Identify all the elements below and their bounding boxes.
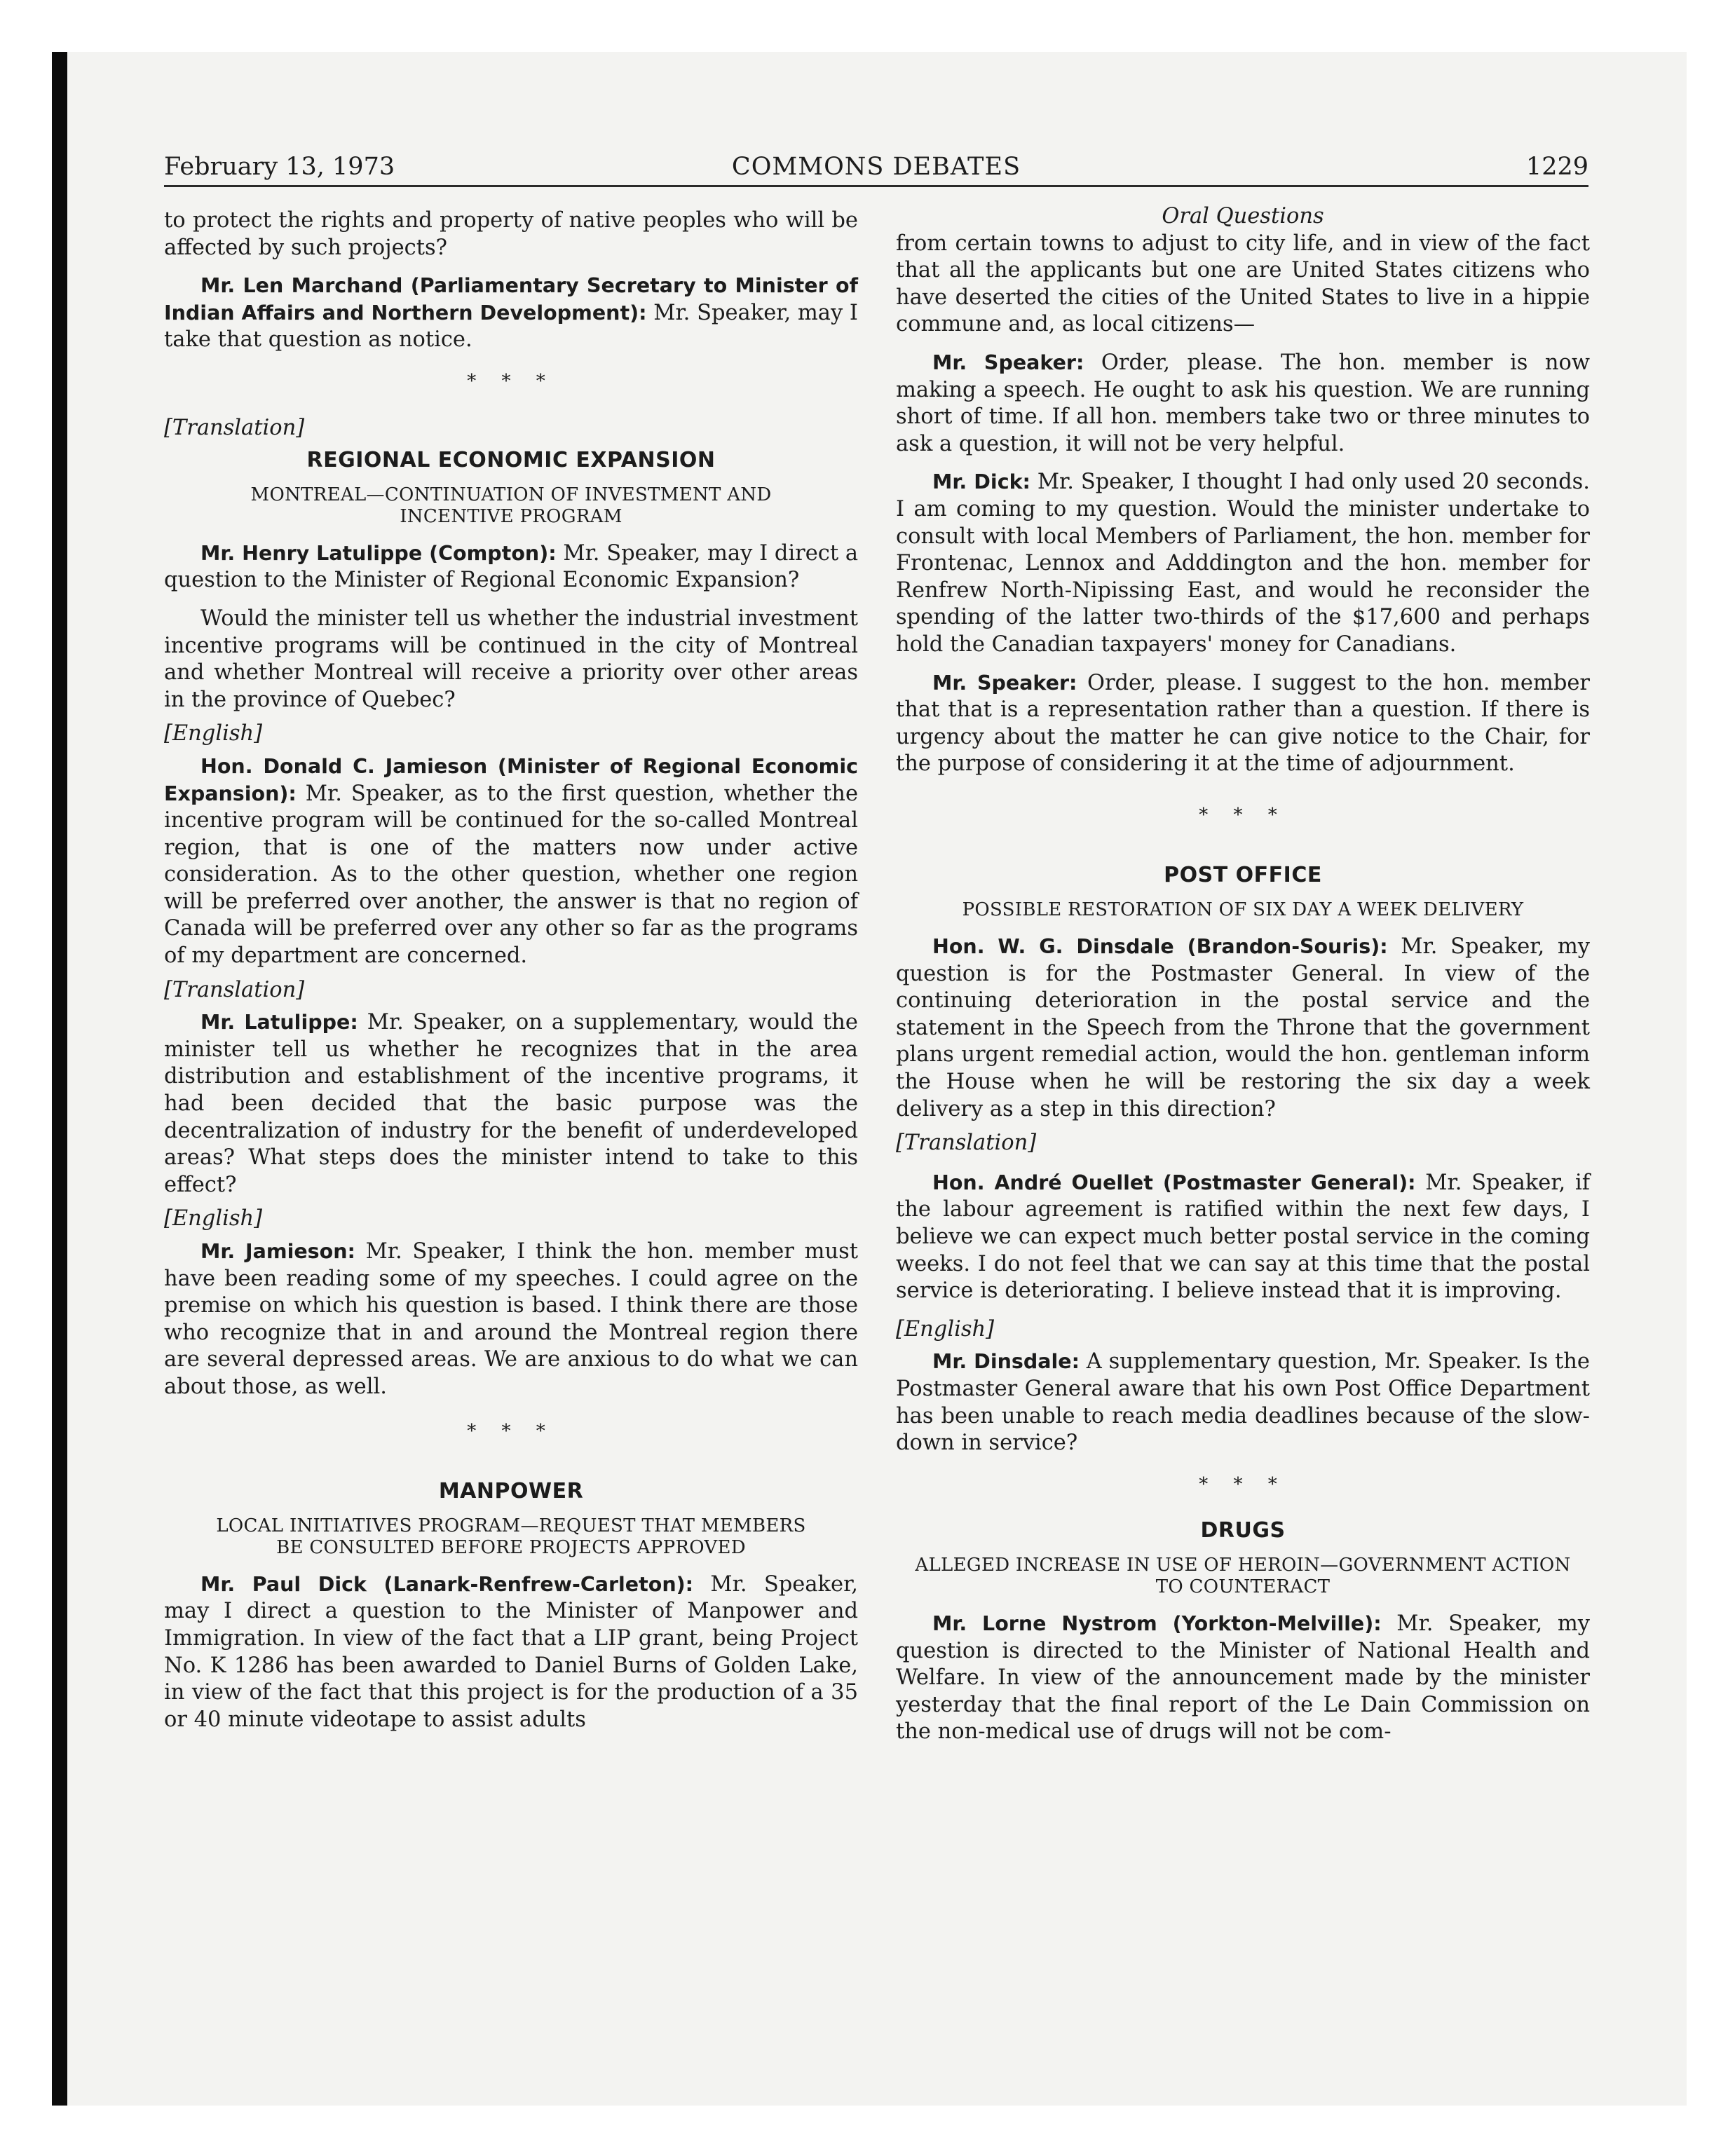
speech-text: Order, please. I suggest to the hon. member that that is a representation rather than a question. If there is urgency about the matter he can give notice to the Chair, for the purpose of considering it at the time of adjournment. <box>896 670 1590 777</box>
left-column <box>164 207 858 1745</box>
subsection-heading: ALLEGED INCREASE IN USE OF HEROIN—GOVERNMENT ACTION TO COUNTERACT <box>915 1554 1571 1597</box>
paragraph <box>896 1611 1590 1746</box>
speech-text: Mr. Speaker, my question is directed to the Minister of National Health and Welfare. In view of the announcement made by the minister yesterday that the final report of the Le Dain Commission on the non-medical use of drugs will not be com- <box>896 1611 1591 1745</box>
section-heading: DRUGS <box>1200 1518 1286 1543</box>
speaker-name: Mr. Dick: <box>932 470 1030 494</box>
language-marker: [Translation] <box>164 415 305 440</box>
speech-text: Mr. Speaker, may I take that question as notice. <box>164 300 858 353</box>
speaker-name: Mr. Jamieson: <box>200 1240 355 1263</box>
speech-text: Mr. Speaker, my question is for the Postmaster General. In view of the continuing deterioration in the postal service and the statement in the Speech from the Throne that the government plans urgent remedial action, would the hon. gentleman inform the House when he will be restoring the six day a week delivery as a step in this direction? <box>896 934 1590 1121</box>
speaker-name: Hon. André Ouellet (Postmaster General): <box>932 1171 1416 1194</box>
speaker-name: Hon. W. G. Dinsdale (Brandon-Souris): <box>932 935 1388 959</box>
speaker-name: Mr. Paul Dick (Lanark-Renfrew-Carleton): <box>200 1572 694 1596</box>
paragraph: to protect the rights and property of native peoples who will be affected by such projects? <box>164 208 858 260</box>
section-heading: MANPOWER <box>438 1479 584 1504</box>
speech-text: Mr. Speaker, may I direct a question to the Minister of Regional Economic Expansion? <box>164 540 858 593</box>
subsection-heading: POSSIBLE RESTORATION OF SIX DAY A WEEK DELIVERY <box>962 899 1524 921</box>
speech-text: Mr. Speaker, on a supplementary, would the minister tell us whether he recognizes that in the area distribution and establishment of the incentive programs, it had been decided that the basic purpose was the decentralization of industry for the benefit of underdeveloped areas? What steps does the minister intend to take to this effect? <box>164 1010 858 1197</box>
paragraph <box>164 753 858 970</box>
section-heading: POST OFFICE <box>1164 863 1322 888</box>
section-heading: REGIONAL ECONOMIC EXPANSION <box>306 448 716 473</box>
section-divider: * * * <box>1199 1473 1287 1495</box>
speaker-name: Mr. Speaker: <box>932 671 1077 695</box>
speaker-name: Mr. Lorne Nystrom (Yorkton-Melville): <box>932 1611 1382 1635</box>
speech-text: Mr. Speaker, if the labour agreement is ratified within the next few days, I believe we can expect much better postal service in the coming weeks. I do not feel that we can say at this time that the postal service is deteriorating. I believe instead that it is improving. <box>896 1170 1590 1304</box>
paragraph <box>896 670 1590 778</box>
speaker-name: Mr. Latulippe: <box>200 1011 358 1035</box>
paragraph <box>164 273 858 354</box>
paragraph <box>896 350 1590 458</box>
speaker-name: Mr. Speaker: <box>932 350 1084 374</box>
publication-title: COMMONS DEBATES <box>731 153 1021 181</box>
paragraph <box>164 1009 858 1199</box>
paragraph <box>164 1571 858 1734</box>
section-divider: * * * <box>467 1420 555 1442</box>
speech-text: Order, please. The hon. member is now making a speech. He ought to ask his question. We are running short of time. If all hon. members take two or three minutes to ask a question, it will not be very helpful. <box>896 350 1590 456</box>
header-date: February 13, 1973 <box>164 153 395 181</box>
paragraph <box>896 1349 1590 1456</box>
paragraph: from certain towns to adjust to city life, and in view of the fact that all the applicants but one are United States citizens who have deserted the cities of the United States to live in a hippie commune and, as local citizens— <box>896 231 1590 337</box>
page-number: 1229 <box>1525 153 1588 181</box>
language-marker: [Translation] <box>164 977 305 1002</box>
running-head: Oral Questions <box>1162 204 1324 228</box>
paragraph <box>896 1170 1590 1305</box>
speaker-name: Mr. Henry Latulippe (Compton): <box>200 541 557 565</box>
speech-text: Mr. Speaker, I think the hon. member must have been reading some of my speeches. I could agree on the premise on which his question is based. I think there are those who recognize that in and around the Montreal region there are several depressed areas. We are anxious to do what we can about those, as well. <box>164 1239 858 1399</box>
paragraph <box>164 1239 858 1401</box>
paragraph <box>896 934 1590 1123</box>
speech-text: Mr. Speaker, I thought I had only used 20 seconds. I am coming to my question. Would the minister undertake to consult with local Members of Parliament, the hon. member for Frontenac, Lennox and Adddington and the hon. member for Renfrew North-Nipissing East, and would he reconsider the spending of the latter two-thirds of the $17,600 and perhaps hold the Canadian taxpayers' money for Canadians. <box>896 470 1590 657</box>
subsection-heading: MONTREAL—CONTINUATION OF INVESTMENT AND INCENTIVE PROGRAM <box>250 484 772 527</box>
section-divider: * * * <box>1199 804 1287 826</box>
section-divider: * * * <box>467 370 555 392</box>
language-marker: [Translation] <box>896 1131 1037 1156</box>
speech-text: Mr. Speaker, as to the first question, whether the incentive program will be continued for the so-called Montreal region, that is one of the matters now under active consideration. As to the other question, whether one region will be preferred over another, the answer is that no region of Canada will be preferred over any other so far as the programs of my department are concerned. <box>164 781 858 969</box>
speech-text: Mr. Speaker, may I direct a question to the Minister of Manpower and Immigration. In view of the fact that a LIP grant, being Project No. K 1286 has been awarded to Daniel Burns of Golden Lake, in view of the fact that this project is for the production of a 35 or 40 minute videotape to assist adults <box>164 1571 858 1732</box>
scan-edge <box>52 52 67 2106</box>
paragraph <box>896 469 1590 658</box>
speech-text: A supplementary question, Mr. Speaker. Is the Postmaster General aware that his own Post Office Department has been unable to reach media deadlines because of the slow-down in service? <box>896 1349 1590 1456</box>
language-marker: [English] <box>164 721 263 746</box>
subsection-heading: LOCAL INITIATIVES PROGRAM—REQUEST THAT MEMBERS BE CONSULTED BEFORE PROJECTS APPROVED <box>216 1515 806 1558</box>
paragraph <box>164 540 858 594</box>
language-marker: [English] <box>164 1206 263 1231</box>
language-marker: [English] <box>896 1316 995 1342</box>
speaker-name: Mr. Dinsdale: <box>932 1350 1080 1374</box>
speaker-name: Hon. Donald C. Jamieson (Minister of Regional Economic Expansion): <box>164 754 858 805</box>
page-header <box>164 146 1588 187</box>
paragraph: Would the minister tell us whether the industrial investment incentive programs will be continued in the city of Montreal and whether Montreal will receive a priority over other areas in the province of Quebec? <box>164 606 858 712</box>
speaker-name: Mr. Len Marchand (Parliamentary Secretary to Minister of Indian Affairs and Northern Development): <box>164 274 858 325</box>
right-column <box>896 203 1590 1757</box>
